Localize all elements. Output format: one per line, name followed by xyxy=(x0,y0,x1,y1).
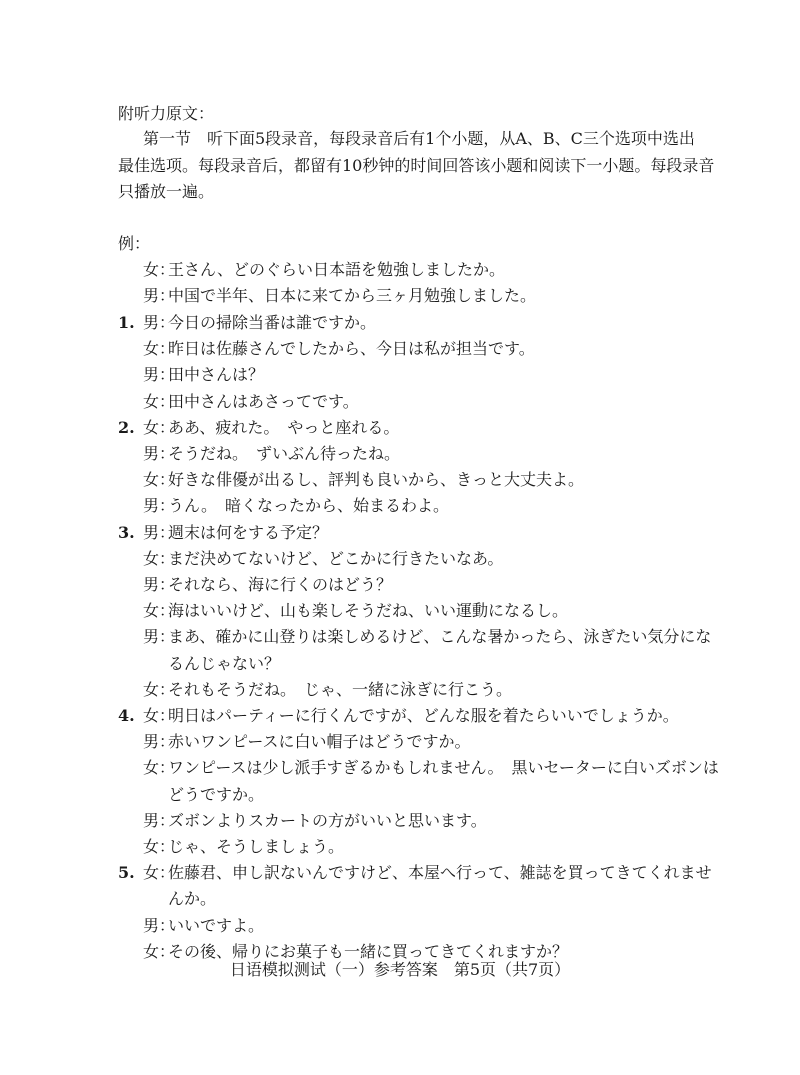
speaker-label: 女： xyxy=(143,601,176,621)
dialogue-line-text: まだ決めてないけど、どこかに行きたいなあ。 xyxy=(168,548,504,568)
instruction-line-2: 最佳选项。每段录音后，都留有10秒钟的时间回答该小题和阅读下一小题。每段录音 xyxy=(118,156,715,175)
page-footer: 日语模拟测试（一）参考答案 第5页（共7页） xyxy=(229,960,571,979)
speaker-label: 女： xyxy=(143,706,176,725)
dialogue-number: 5. xyxy=(118,863,135,883)
speaker-label: 女： xyxy=(143,679,176,699)
speaker-label: 女： xyxy=(143,417,176,437)
example-label: 例： xyxy=(118,234,151,253)
dialogue-line-text: んか。 xyxy=(168,889,217,909)
dialogue-line-text: 昨日は佐藤さんでしたから、今日は私が担当です。 xyxy=(168,339,535,359)
speaker-label: 女： xyxy=(143,837,176,856)
speaker-label: 女： xyxy=(143,339,176,359)
dialogue-line-text: それなら、海に行くのはどう？ xyxy=(168,575,393,594)
instruction-line-1: 第一节 听下面5段录音，每段录音后有1个小题，从A、B、C三个选项中选出 xyxy=(143,129,695,148)
example-speaker: 男： xyxy=(143,286,176,306)
dialogue-line-text: まあ、確かに山登りは楽しめるけど、こんな暑かったら、泳ぎたい気分にな xyxy=(168,627,712,647)
speaker-label: 男： xyxy=(143,365,176,385)
speaker-label: 女： xyxy=(143,758,176,778)
dialogue-line-text: 今日の掃除当番は誰ですか。 xyxy=(168,313,377,332)
speaker-label: 男： xyxy=(143,522,176,542)
dialogue-line-text: るんじゃない？ xyxy=(168,653,281,673)
dialogue-number: 1. xyxy=(118,313,135,332)
speaker-label: 男： xyxy=(143,444,176,463)
dialogue-line-text: じゃ、そうしましょう。 xyxy=(168,837,345,856)
dialogue-line-text: 田中さんはあさってです。 xyxy=(168,391,359,411)
dialogue-line-text: 赤いワンピースに白い帽子はどうですか。 xyxy=(168,732,471,752)
speaker-label: 男： xyxy=(143,575,176,594)
section-heading: 附听力原文： xyxy=(118,104,215,123)
example-speaker: 女： xyxy=(143,260,176,279)
dialogue-line-text: 週末は何をする予定？ xyxy=(168,522,329,542)
dialogue-number: 4. xyxy=(118,706,135,725)
dialogue-line-text: いいですよ。 xyxy=(168,915,265,935)
dialogue-line-text: ズボンよりスカートの方がいいと思います。 xyxy=(168,810,487,830)
speaker-label: 男： xyxy=(143,496,176,516)
dialogue-line-text: それもそうだね。 じゃ、一緒に泳ぎに行こう。 xyxy=(168,679,513,699)
speaker-label: 男： xyxy=(143,732,176,752)
dialogue-line-text: 海はいいけど、山も楽しそうだね、いい運動になるし。 xyxy=(168,601,569,621)
dialogue-line-text: どうですか。 xyxy=(168,784,265,804)
dialogue-line-text: 佐藤君、申し訳ないんですけど、本屋へ行って、雑誌を買ってきてくれませ xyxy=(168,863,712,883)
dialogue-line-text: その後、帰りにお菓子も一緒に買ってきてくれますか？ xyxy=(168,941,569,961)
speaker-label: 女： xyxy=(143,548,176,568)
speaker-label: 女： xyxy=(143,470,176,490)
dialogue-line-text: 田中さんは？ xyxy=(168,365,265,385)
speaker-label: 男： xyxy=(143,313,176,332)
example-line-text: 中国で半年、日本に来てから三ヶ月勉強しました。 xyxy=(168,286,537,306)
dialogue-number: 3. xyxy=(118,522,135,542)
speaker-label: 女： xyxy=(143,863,176,883)
speaker-label: 女： xyxy=(143,391,176,411)
example-line-text: 王さん、どのぐらい日本語を勉強しましたか。 xyxy=(168,260,505,279)
dialogue-line-text: 好きな俳優が出るし、評判も良いから、きっと大丈夫よ。 xyxy=(168,470,585,490)
dialogue-number: 2. xyxy=(118,417,135,437)
instruction-line-3: 只播放一遍。 xyxy=(118,182,215,201)
speaker-label: 男： xyxy=(143,810,176,830)
dialogue-line-text: ああ、疲れた。 やっと座れる。 xyxy=(168,417,400,437)
speaker-label: 女： xyxy=(143,941,176,961)
dialogue-line-text: そうだね。 ずいぶん待ったね。 xyxy=(168,444,401,463)
speaker-label: 男： xyxy=(143,915,176,935)
dialogue-line-text: うん。 暗くなったから、始まるわよ。 xyxy=(168,496,449,516)
dialogue-line-text: 明日はパーティーに行くんですが、どんな服を着たらいいでしょうか。 xyxy=(168,706,679,725)
dialogue-line-text: ワンピースは少し派手すぎるかもしれません。 黒いセーターに白いズボンは xyxy=(168,758,719,778)
speaker-label: 男： xyxy=(143,627,176,647)
